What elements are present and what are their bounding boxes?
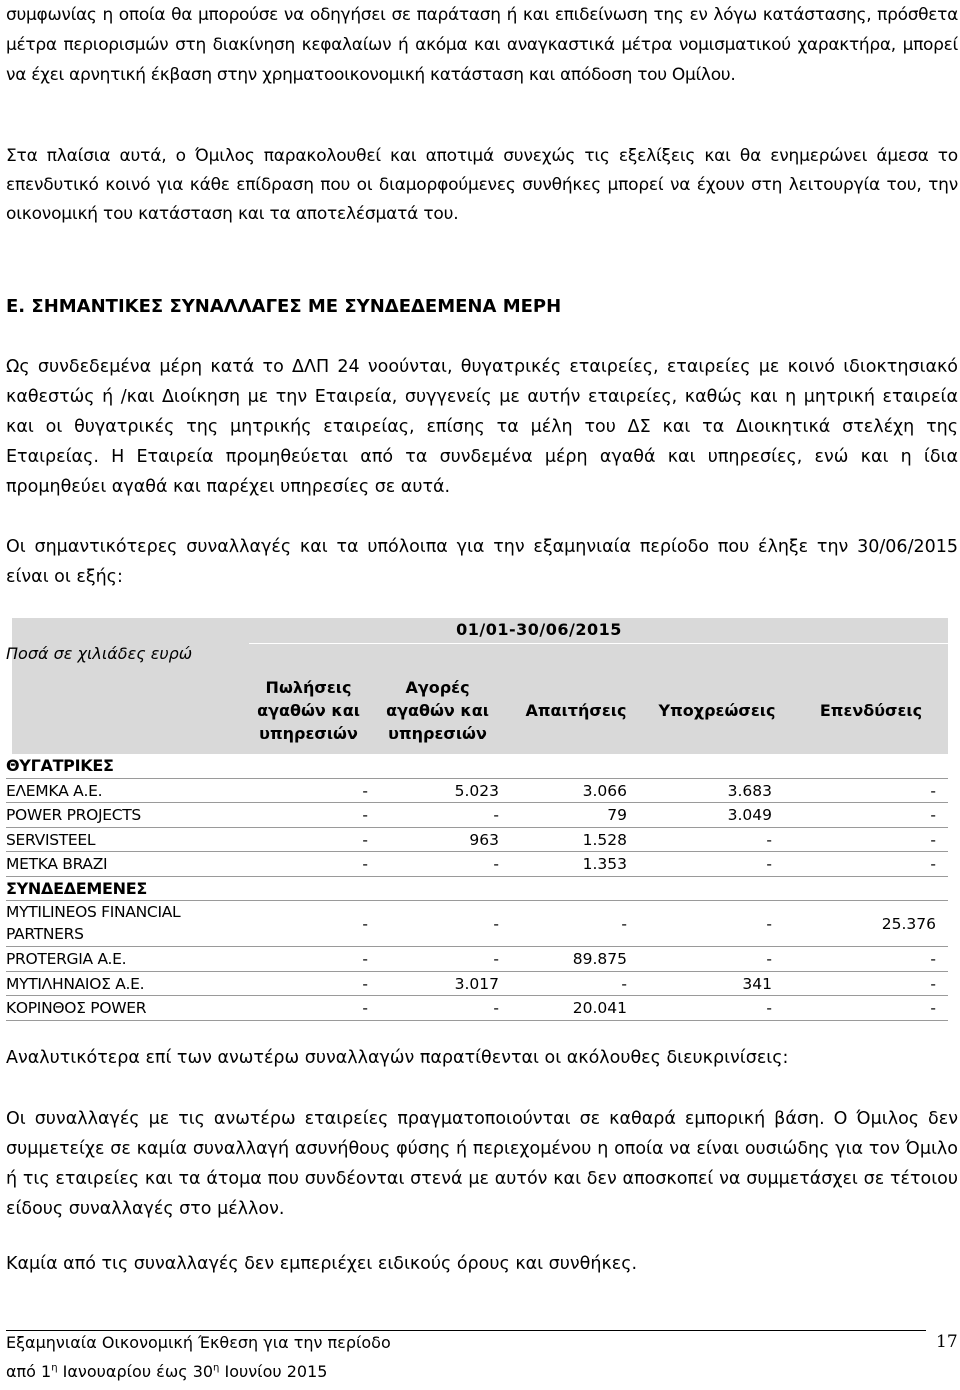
table-period: 01/01-30/06/2015 [456,620,622,639]
table-row: POWER PROJECTS - - 79 3.049 - [6,803,948,828]
paragraph-intro: συμφωνίας η οποία θα μπορούσε να οδηγήσει σε παράταση ή και επιδείνωση της εν λόγω κατάστασης, πρόσθετα μέτρα περιορισμών στη διακίνηση κεφαλαίων ή ακόμα και αναγκαστικά μέτρα νομισματικού χαρακτήρα, μπορεί να έχει αρνητική έκβαση στην χρηματοοικονομική κατάσταση και απόδοση του Ομίλου. [6,5,958,85]
col-header-purchases: Αγορές αγαθών και υπηρεσιών [386,678,489,743]
section-heading: Ε. ΣΗΜΑΝΤΙΚΕΣ ΣΥΝΑΛΛΑΓΕΣ ΜΕ ΣΥΝΔΕΔΕΜΕΝΑ ΜΕΡΗ [6,296,562,317]
table-row: ΚΟΡΙΝΘΟΣ POWER - - 20.041 - - [6,996,948,1021]
paragraph-commercial-basis: Οι συναλλαγές με τις ανωτέρω εταιρείες πραγματοποιούνται σε καθαρά εμπορική βάση. Ο Όμιλος δεν συμμετείχε σε καμία συναλλαγή ασυνήθους φύσης ή περιεχομένου η οποία να είναι ουσιώδης για τον Όμιλο ή τις εταιρείες και τα άτομα που συνδέονται στενά με αυτόν και δεν αποσκοπεί να συμμετάσχει σε τέτοιου είδους συναλλαγές στο μέλλον. [6,1109,958,1219]
col-header-payables: Υποχρεώσεις [658,701,776,720]
table-unit: Ποσά σε χιλιάδες ευρώ [6,644,193,663]
table-row: ΜΥΤΙΛΗΝΑΙΟΣ Α.Ε. - 3.017 - 341 - [6,972,948,997]
col-header-investments: Επενδύσεις [819,701,923,720]
paragraph-related-parties: Ως συνδεδεμένα μέρη κατά το ΔΛΠ 24 νοούνται, θυγατρικές εταιρείες, εταιρείες με κοινό ιδιοκτησιακό καθεστώς ή /και Διοίκηση με την Εταιρεία, συγγενείς με αυτήν εταιρείες, καθώς και η μητρική εταιρεία και οι θυγατρικές της μητρικής εταιρείας, επίσης τα μέλη του ΔΣ και τα Διοικητικά στελέχη της Εταιρείας. Η Εταιρεία προμηθεύεται από τα συνδεμένα μέρη αγαθά και υπηρεσίες, ενώ και η ίδια προμηθεύει αγαθά και παρέχει υπηρεσίες σε αυτά. [6,357,958,497]
paragraph-monitoring: Στα πλαίσια αυτά, ο Όμιλος παρακολουθεί και αποτιμά συνεχώς τις εξελίξεις και θα ενημερώνει άμεσα το επενδυτικό κοινό για κάθε επίδραση που οι διαμορφούμενες συνθήκες μπορεί να έχουν στη λειτουργία του, την οικονομική του κατάσταση και τα αποτελέσματά του. [6,146,958,224]
page-number: 17 [936,1332,958,1352]
paragraph-table-intro: Οι σημαντικότερες συναλλαγές και τα υπόλοιπα για την εξαμηνιαία περίοδο που έληξε την 30/06/2015 είναι οι εξής: [6,537,958,587]
table-body [6,754,948,1021]
paragraph-clarifications: Αναλυτικότερα επί των ανωτέρω συναλλαγών παρατίθενται οι ακόλουθες διευκρινίσεις: [6,1048,789,1068]
footer-report-title: Εξαμηνιαία Οικονομική Έκθεση για την περίοδο [6,1333,391,1352]
footer-period: από $1^\eta$ Ιανουαρίου έως $30^\eta$ Ιουνίου 2015 [6,1362,328,1381]
table-row: ΕΛΕΜΚΑ Α.Ε. - 5.023 3.066 3.683 - [6,779,948,804]
table-row: PROTERGIA A.E. - - 89.875 - - [6,947,948,972]
section-row-subsidiaries: ΘΥΓΑΤΡΙΚΕΣ [6,754,948,779]
table-row: SERVISTEEL - 963 1.528 - - [6,828,948,853]
section-row-related: ΣΥΝΔΕΔΕΜΕΝΕΣ [6,877,948,902]
table-row: METKA BRAZI - - 1.353 - - [6,852,948,877]
paragraph-no-special-terms: Καμία από τις συναλλαγές δεν εμπεριέχει ειδικούς όρους και συνθήκες. [6,1254,638,1274]
col-header-receivables: Απαιτήσεις [525,701,627,720]
col-header-sales: Πωλήσεις αγαθών και υπηρεσιών [257,678,360,743]
footer-divider [6,1330,926,1331]
table-row: MYTILINEOS FINANCIAL PARTNERS - - - - 25.376 [6,901,948,947]
